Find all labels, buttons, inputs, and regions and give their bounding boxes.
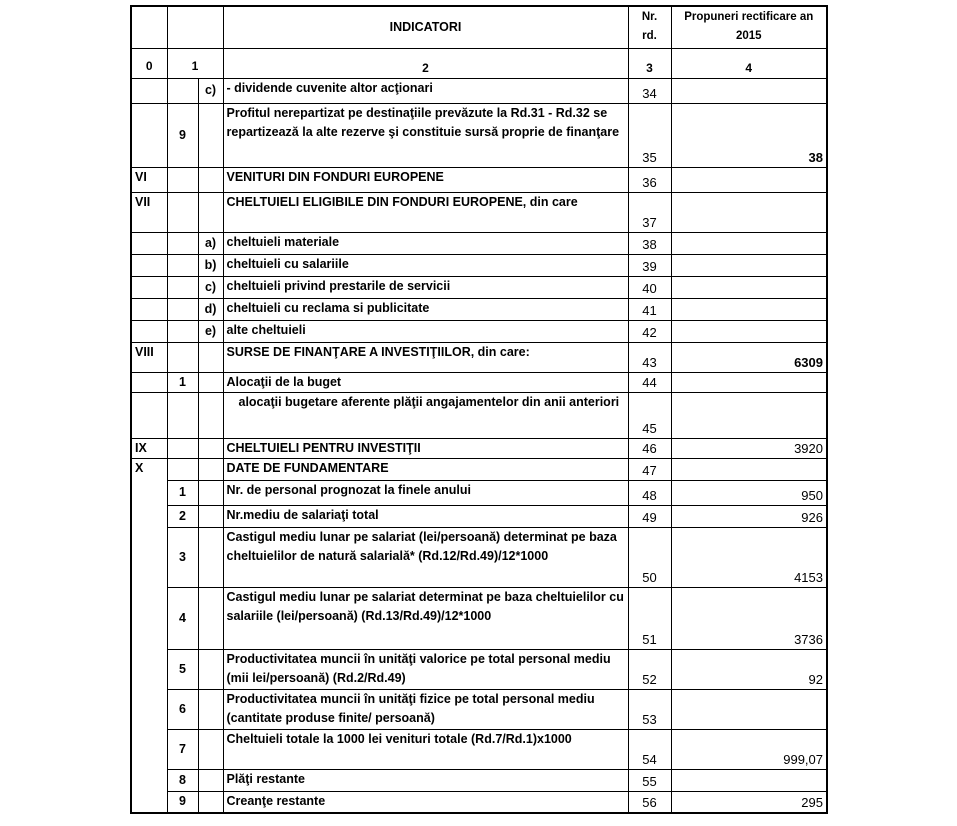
col-number-1: 1	[167, 48, 223, 78]
value-cell	[671, 320, 827, 342]
roman-cell: X	[131, 458, 167, 480]
row-number-cell: 52	[628, 649, 671, 689]
indicator-cell: cheltuieli cu salariile	[223, 254, 628, 276]
header-empty-0	[131, 6, 167, 48]
row-number-cell: 45	[628, 392, 671, 438]
letter-cell	[198, 791, 223, 813]
table-row	[131, 392, 827, 438]
value-cell	[671, 78, 827, 103]
table-row	[131, 527, 827, 587]
number-cell	[167, 342, 198, 372]
number-cell	[167, 438, 198, 458]
letter-cell	[198, 649, 223, 689]
row-number-cell: 54	[628, 729, 671, 769]
number-cell: 3	[167, 527, 198, 587]
letter-cell	[198, 192, 223, 232]
roman-cell	[131, 769, 167, 791]
row-number-cell: 46	[628, 438, 671, 458]
value-cell: 4153	[671, 527, 827, 587]
value-cell: 6309	[671, 342, 827, 372]
value-cell: 926	[671, 505, 827, 527]
indicator-cell: Castigul mediu lunar pe salariat determinat pe baza cheltuielilor cu salariile (lei/persoană) (Rd.13/Rd.49)/12*1000	[223, 587, 628, 649]
number-cell: 6	[167, 689, 198, 729]
letter-cell	[198, 392, 223, 438]
indicator-cell: alocaţii bugetare aferente plăţii angajamentelor din anii anteriori	[223, 392, 628, 438]
number-cell: 9	[167, 791, 198, 813]
roman-cell	[131, 505, 167, 527]
letter-cell	[198, 769, 223, 791]
table-row	[131, 480, 827, 505]
roman-cell	[131, 254, 167, 276]
number-cell	[167, 78, 198, 103]
indicator-cell: Productivitatea muncii în unităţi valorice pe total personal mediu (mii lei/persoană) (Rd.2/Rd.49)	[223, 649, 628, 689]
indicator-cell: Nr.mediu de salariaţi total	[223, 505, 628, 527]
number-cell	[167, 192, 198, 232]
value-cell	[671, 254, 827, 276]
table-row	[131, 320, 827, 342]
value-cell	[671, 298, 827, 320]
roman-cell	[131, 232, 167, 254]
indicator-cell: CHELTUIELI ELIGIBILE DIN FONDURI EUROPENE, din care	[223, 192, 628, 232]
roman-cell: VI	[131, 167, 167, 192]
roman-cell: IX	[131, 438, 167, 458]
table-row	[131, 458, 827, 480]
roman-cell	[131, 729, 167, 769]
row-number-cell: 50	[628, 527, 671, 587]
header-empty-1	[167, 6, 223, 48]
header-nr-rd	[628, 6, 671, 48]
value-cell: 999,07	[671, 729, 827, 769]
letter-cell: d)	[198, 298, 223, 320]
table-row	[131, 167, 827, 192]
number-cell	[167, 458, 198, 480]
table-row	[131, 276, 827, 298]
header-indicatori: INDICATORI	[223, 6, 628, 48]
number-cell	[167, 167, 198, 192]
letter-cell	[198, 587, 223, 649]
table-row	[131, 505, 827, 527]
indicator-cell: Cheltuieli totale la 1000 lei venituri totale (Rd.7/Rd.1)x1000	[223, 729, 628, 769]
row-number-cell: 41	[628, 298, 671, 320]
column-number-row	[131, 48, 827, 78]
number-cell: 9	[167, 103, 198, 167]
value-cell: 950	[671, 480, 827, 505]
value-cell: 295	[671, 791, 827, 813]
letter-cell: c)	[198, 276, 223, 298]
value-cell	[671, 232, 827, 254]
number-cell	[167, 298, 198, 320]
roman-cell	[131, 480, 167, 505]
letter-cell: e)	[198, 320, 223, 342]
row-number-cell: 56	[628, 791, 671, 813]
row-number-cell: 35	[628, 103, 671, 167]
table-row	[131, 791, 827, 813]
table-row	[131, 372, 827, 392]
value-cell: 3736	[671, 587, 827, 649]
value-cell	[671, 276, 827, 298]
number-cell	[167, 232, 198, 254]
number-cell	[167, 320, 198, 342]
indicator-cell: SURSE DE FINANŢARE A INVESTIŢIILOR, din care:	[223, 342, 628, 372]
number-cell: 1	[167, 372, 198, 392]
roman-cell	[131, 587, 167, 649]
roman-cell	[131, 320, 167, 342]
row-number-cell: 44	[628, 372, 671, 392]
table-row	[131, 103, 827, 167]
table-row	[131, 689, 827, 729]
indicator-cell: Castigul mediu lunar pe salariat (lei/persoană) determinat pe baza cheltuielilor de natură salarială* (Rd.12/Rd.49)/12*1000	[223, 527, 628, 587]
number-cell: 8	[167, 769, 198, 791]
roman-cell	[131, 78, 167, 103]
row-number-cell: 53	[628, 689, 671, 729]
letter-cell: a)	[198, 232, 223, 254]
table-row	[131, 649, 827, 689]
value-cell	[671, 769, 827, 791]
letter-cell	[198, 458, 223, 480]
letter-cell	[198, 372, 223, 392]
value-cell	[671, 372, 827, 392]
value-cell	[671, 458, 827, 480]
row-number-cell: 40	[628, 276, 671, 298]
letter-cell	[198, 342, 223, 372]
value-cell	[671, 192, 827, 232]
table-row	[131, 298, 827, 320]
indicator-cell: Creanţe restante	[223, 791, 628, 813]
budget-indicators-table	[130, 5, 828, 814]
number-cell: 7	[167, 729, 198, 769]
roman-cell	[131, 392, 167, 438]
indicator-cell: Nr. de personal prognozat la finele anului	[223, 480, 628, 505]
indicator-cell: Productivitatea muncii în unităţi fizice pe total personal mediu (cantitate produse finite/ persoană)	[223, 689, 628, 729]
value-cell: 3920	[671, 438, 827, 458]
table-row	[131, 587, 827, 649]
header-propuneri: Propuneri rectificare an 2015	[671, 6, 827, 48]
indicator-cell: - dividende cuvenite altor acţionari	[223, 78, 628, 103]
letter-cell: c)	[198, 78, 223, 103]
row-number-cell: 48	[628, 480, 671, 505]
value-cell	[671, 167, 827, 192]
value-cell	[671, 689, 827, 729]
number-cell	[167, 276, 198, 298]
value-cell	[671, 392, 827, 438]
header-nr-rd-text: Nr. rd.	[641, 11, 658, 43]
row-number-cell: 38	[628, 232, 671, 254]
table-row	[131, 342, 827, 372]
col-number-0: 0	[131, 48, 167, 78]
roman-cell	[131, 527, 167, 587]
row-number-cell: 42	[628, 320, 671, 342]
table-row	[131, 729, 827, 769]
indicator-cell: cheltuieli cu reclama si publicitate	[223, 298, 628, 320]
table-row	[131, 192, 827, 232]
roman-cell	[131, 791, 167, 813]
letter-cell: b)	[198, 254, 223, 276]
letter-cell	[198, 167, 223, 192]
number-cell: 1	[167, 480, 198, 505]
row-number-cell: 47	[628, 458, 671, 480]
number-cell: 4	[167, 587, 198, 649]
value-cell: 38	[671, 103, 827, 167]
indicator-cell: cheltuieli materiale	[223, 232, 628, 254]
row-number-cell: 39	[628, 254, 671, 276]
indicator-cell: Profitul nerepartizat pe destinaţiile prevăzute la Rd.31 - Rd.32 se repartizează la alte rezerve şi constituie sursă proprie de finanţare	[223, 103, 628, 167]
roman-cell	[131, 649, 167, 689]
table-row	[131, 438, 827, 458]
roman-cell	[131, 298, 167, 320]
table-row	[131, 254, 827, 276]
indicator-cell: Alocaţii de la buget	[223, 372, 628, 392]
indicator-cell: cheltuieli privind prestarile de servicii	[223, 276, 628, 298]
roman-cell	[131, 689, 167, 729]
table-row	[131, 78, 827, 103]
row-number-cell: 36	[628, 167, 671, 192]
roman-cell	[131, 103, 167, 167]
table-row	[131, 769, 827, 791]
row-number-cell: 43	[628, 342, 671, 372]
roman-cell: VIII	[131, 342, 167, 372]
number-cell: 5	[167, 649, 198, 689]
number-cell	[167, 392, 198, 438]
row-number-cell: 51	[628, 587, 671, 649]
col-number-2: 2	[223, 48, 628, 78]
indicator-cell: alte cheltuieli	[223, 320, 628, 342]
letter-cell	[198, 103, 223, 167]
row-number-cell: 34	[628, 78, 671, 103]
indicator-cell: Plăţi restante	[223, 769, 628, 791]
roman-cell: VII	[131, 192, 167, 232]
col-number-3: 3	[628, 48, 671, 78]
roman-cell	[131, 372, 167, 392]
table-row	[131, 232, 827, 254]
indicator-cell: VENITURI DIN FONDURI EUROPENE	[223, 167, 628, 192]
value-cell: 92	[671, 649, 827, 689]
letter-cell	[198, 689, 223, 729]
row-number-cell: 49	[628, 505, 671, 527]
row-number-cell: 55	[628, 769, 671, 791]
letter-cell	[198, 480, 223, 505]
letter-cell	[198, 438, 223, 458]
roman-cell	[131, 276, 167, 298]
number-cell	[167, 254, 198, 276]
col-number-4: 4	[671, 48, 827, 78]
indicator-cell: DATE DE FUNDAMENTARE	[223, 458, 628, 480]
letter-cell	[198, 505, 223, 527]
indicator-cell: CHELTUIELI PENTRU INVESTIŢII	[223, 438, 628, 458]
row-number-cell: 37	[628, 192, 671, 232]
letter-cell	[198, 527, 223, 587]
letter-cell	[198, 729, 223, 769]
header-row	[131, 6, 827, 48]
number-cell: 2	[167, 505, 198, 527]
